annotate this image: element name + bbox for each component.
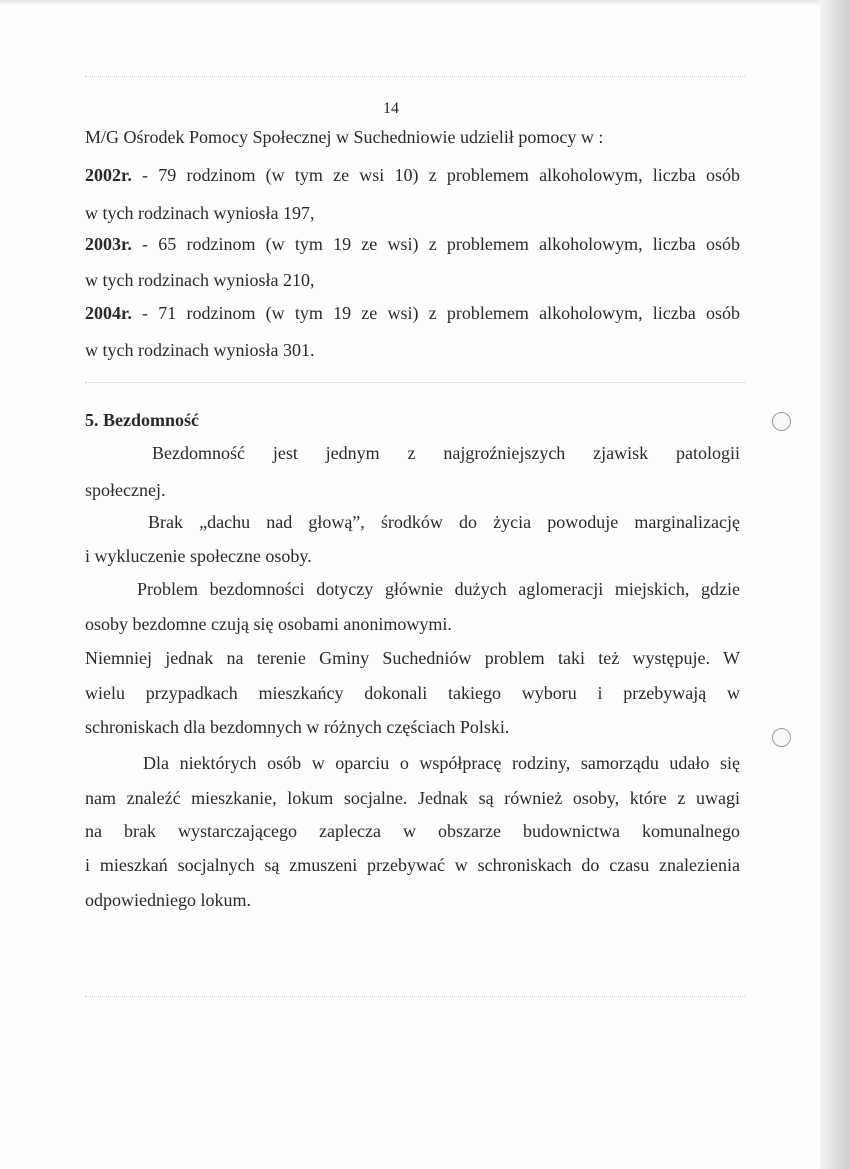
paragraph-line: i wykluczenie społeczne osoby. — [85, 546, 312, 566]
paragraph-line: Bezdomność jest jednym z najgroźniejszych zjawisk patologii — [152, 443, 740, 463]
page-number: 14 — [383, 100, 399, 117]
year-2002-line1 — [85, 165, 740, 186]
year-text: - 71 rodzinom (w tym 19 ze wsi) z problemem alkoholowym, liczba osób — [131, 303, 740, 323]
scan-artifact-line — [85, 76, 745, 78]
intro-line: M/G Ośrodek Pomocy Społecznej w Suchedniowie udzielił pomocy w : — [85, 127, 604, 147]
scan-artifact-line — [85, 382, 745, 384]
paragraph-line: na brak wystarczającego zaplecza w obszarze budownictwa komunalnego — [85, 821, 740, 841]
year-label: 2002r. — [85, 165, 132, 185]
year-2004-line2: w tych rodzinach wyniosła 301. — [85, 340, 315, 360]
paragraph-line: nam znaleźć mieszkanie, lokum socjalne. Jednak są również osoby, które z uwagi — [85, 788, 740, 808]
paragraph-line: odpowiedniego lokum. — [85, 890, 251, 910]
paragraph-line: Brak „dachu nad głową”, środków do życia powoduje marginalizację — [148, 512, 740, 532]
year-label: 2003r. — [85, 234, 132, 254]
paragraph-line: Dla niektórych osób w oparciu o współpracę rodziny, samorządu udało się — [143, 753, 740, 773]
paragraph-line: Niemniej jednak na terenie Gminy Suchedniów problem taki też występuje. W — [85, 648, 740, 668]
year-text: - 79 rodzinom (w tym ze wsi 10) z problemem alkoholowym, liczba osób — [131, 165, 740, 185]
year-2002-line2: w tych rodzinach wyniosła 197, — [85, 203, 315, 223]
year-2004-line1 — [85, 303, 740, 324]
year-2003-line2: w tych rodzinach wyniosła 210, — [85, 270, 315, 290]
scan-edge-top — [0, 0, 850, 6]
year-text: - 65 rodzinom (w tym 19 ze wsi) z problemem alkoholowym, liczba osób — [131, 234, 740, 254]
scan-artifact-line — [85, 996, 745, 998]
paragraph-line: i mieszkań socjalnych są zmuszeni przebywać w schroniskach do czasu znalezienia — [85, 855, 740, 875]
section-heading: 5. Bezdomność — [85, 410, 199, 430]
paragraph-line: Problem bezdomności dotyczy głównie dużych aglomeracji miejskich, gdzie — [137, 579, 740, 599]
year-2003-line1 — [85, 234, 740, 255]
scan-edge-right — [820, 0, 850, 1169]
year-label: 2004r. — [85, 303, 132, 323]
paragraph-line: społecznej. — [85, 480, 166, 500]
paragraph-line: schroniskach dla bezdomnych w różnych częściach Polski. — [85, 717, 510, 737]
paragraph-line: osoby bezdomne czują się osobami anonimowymi. — [85, 614, 452, 634]
punch-hole — [772, 412, 791, 431]
paragraph-line: wielu przypadkach mieszkańcy dokonali takiego wyboru i przebywają w — [85, 683, 740, 703]
punch-hole — [772, 728, 791, 747]
